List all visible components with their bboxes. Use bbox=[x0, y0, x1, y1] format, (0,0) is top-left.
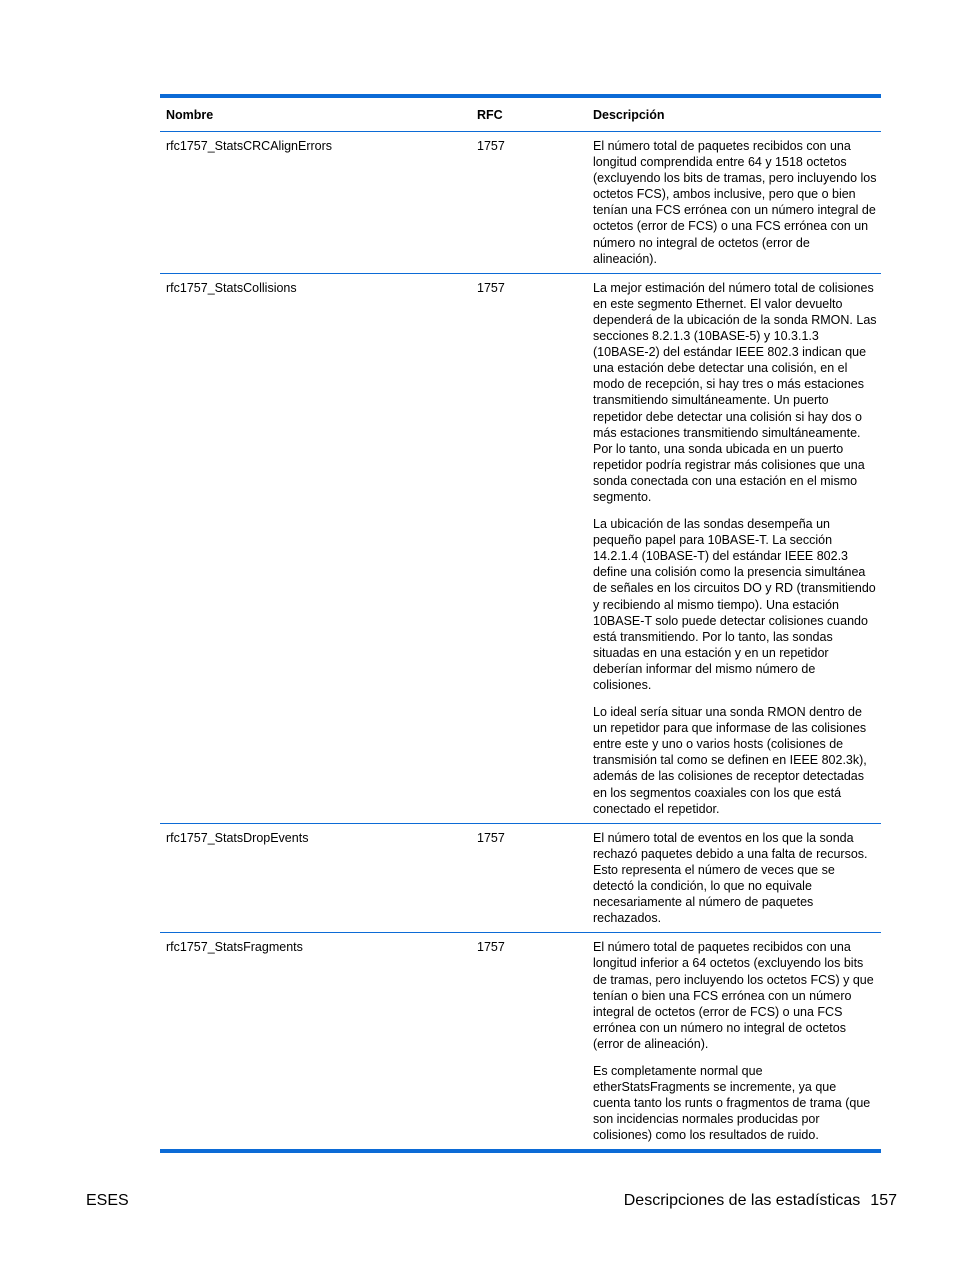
description-paragraph: El número total de paquetes recibidos con una longitud inferior a 64 octetos (excluyendo los bits de tramas, pero incluyendo los octetos FCS) y que tenían o bien una FCS errónea con un número integral de octetos (error de FCS) o una FCS errónea con un número no integral de octetos (error de alineación). bbox=[593, 940, 874, 1051]
description-paragraph: El número total de eventos en los que la sonda rechazó paquetes debido a una falta de recursos. Esto representa el número de veces que se detectó la condición, lo que no equivale necesariamente al número de paquetes rechazados. bbox=[593, 830, 868, 926]
description-paragraph: La ubicación de las sondas desempeña un pequeño papel para 10BASE-T. La sección 14.2.1.4 (10BASE-T) del estándar IEEE 802.3 define una colisión como la presencia simultánea de señales en los circuitos DO y RD (transmitiendo y recibiendo al mismo tiempo). Una estación 10BASE-T solo puede detectar colisiones cuando está transmitiendo. Por lo tanto, las sondas situadas en una estación y en un repetidor deberían informar del mismo número de colisiones. bbox=[593, 517, 876, 692]
description-paragraph: Lo ideal sería situar una sonda RMON dentro de un repetidor para que informase de las colisiones entre este y uno o varios hosts (colisiones de transmisión tal como se definen en IEEE 802.3k), además de las colisiones de receptor detectadas en los segmentos coaxiales con los que está conectado el repetidor. bbox=[593, 705, 867, 816]
stat-description bbox=[587, 132, 881, 274]
stat-description bbox=[587, 933, 881, 1152]
statistics-table bbox=[160, 94, 881, 1153]
table-row bbox=[160, 273, 881, 823]
stat-rfc: 1757 bbox=[477, 280, 505, 295]
stat-rfc: 1757 bbox=[477, 830, 505, 845]
stat-description bbox=[587, 823, 881, 933]
footer-section-info bbox=[624, 1191, 897, 1211]
table-row bbox=[160, 132, 881, 274]
header-description: Descripción bbox=[593, 108, 665, 122]
stat-name: rfc1757_StatsFragments bbox=[166, 940, 303, 955]
table-row bbox=[160, 823, 881, 933]
page-number: 157 bbox=[870, 1192, 897, 1209]
stat-description bbox=[587, 273, 881, 823]
stat-name: rfc1757_StatsDropEvents bbox=[166, 830, 309, 845]
footer-locale: ESES bbox=[86, 1192, 129, 1209]
description-paragraph: Es completamente normal que etherStatsFragments se incremente, ya que cuenta tanto los runts o fragmentos de trama (que son incidencias normales producidas por colisiones) como los resultados de ruido. bbox=[593, 1063, 871, 1143]
table-header-row bbox=[160, 96, 881, 132]
footer-section-title: Descripciones de las estadísticas bbox=[623, 1192, 861, 1209]
table-body bbox=[160, 132, 881, 1152]
table-row bbox=[160, 933, 881, 1152]
stat-rfc: 1757 bbox=[477, 139, 505, 153]
stat-name: rfc1757_StatsCRCAlignErrors bbox=[166, 139, 333, 153]
header-name: Nombre bbox=[166, 108, 214, 122]
description-paragraph: La mejor estimación del número total de colisiones en este segmento Ethernet. El valor devuelto dependerá de la ubicación de la sonda RMON. Las secciones 8.2.1.3 (10BASE-5) y 10.3.1.3 (10BASE-2) del estándar IEEE 802.3 indican que una estación debe detectar una colisión, en el modo de recepción, si hay tres o más estaciones transmitiendo simultáneamente. Un puerto repetidor debe detectar una colisión si hay dos o más estaciones transmitiendo simultáneamente. Por lo tanto, una sonda ubicada en un puerto repetidor podría registrar más colisiones que una sonda conectada con una estación en el mismo segmento. bbox=[593, 280, 877, 504]
stat-rfc: 1757 bbox=[477, 940, 505, 955]
description-paragraph: El número total de paquetes recibidos con una longitud comprendida entre 64 y 1518 octetos (excluyendo los bits de tramas, pero incluyendo los octetos FCS), ambos inclusive, pero que o bien tenían una FCS errónea con un número integral de octetos (error de FCS) o una FCS errónea con un número no integral de octetos (error de alineación). bbox=[593, 139, 877, 266]
stat-name: rfc1757_StatsCollisions bbox=[166, 280, 297, 295]
header-rfc: RFC bbox=[477, 108, 503, 122]
